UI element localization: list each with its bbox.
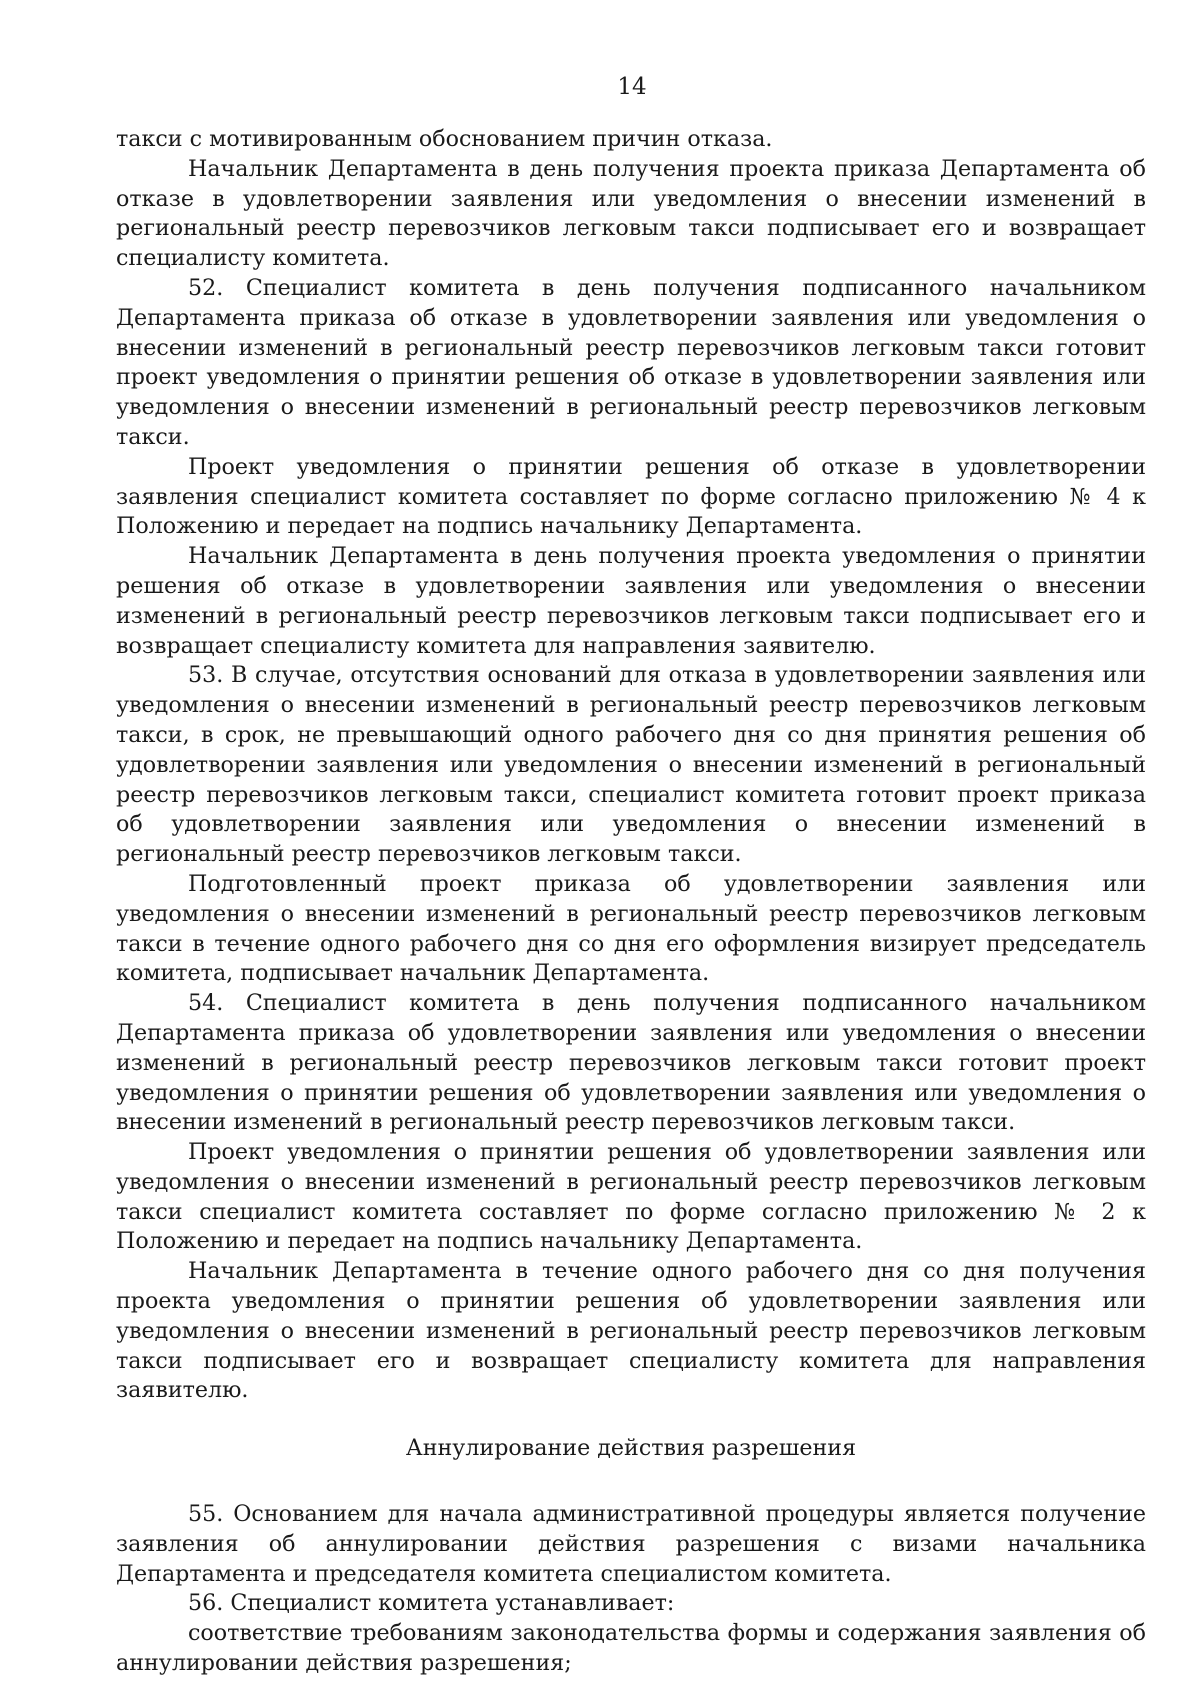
paragraph: Проект уведомления о принятии решения об отказе в удовлетворении заявления специалист комитета составляет по форме согласно приложению № 4 к Положению и передает на подпись начальнику Департамента.	[116, 453, 1146, 540]
paragraph: Проект уведомления о принятии решения об удовлетворении заявления или уведомления о внесении изменений в региональный реестр перевозчиков легковым такси специалист комитета составляет по форме согласно приложению № 2 к Положению и передает на подпись начальнику Департамента.	[116, 1139, 1146, 1255]
paragraph-item-56: 56. Специалист комитета устанавливает:	[188, 1590, 675, 1617]
paragraph-item-55: 55. Основанием для начала административной процедуры является получение заявления об аннулировании действия разрешения с визами начальника Департамента и председателя комитета специалистом комитета.	[116, 1501, 1146, 1587]
page-number: 14	[617, 74, 647, 100]
paragraph: соответствие требованиям законодательства формы и содержания заявления об аннулировании действия разрешения;	[116, 1620, 1146, 1677]
paragraph-continuation: такси с мотивированным обоснованием причин отказа.	[116, 126, 773, 152]
paragraph-item-54: 54. Специалист комитета в день получения подписанного начальником Департамента приказа об удовлетворении заявления или уведомления о внесении изменений в региональный реестр перевозчиков легковым такси готовит проект уведомления о принятии решения об удовлетворении заявления или уведомления о внесении изменений в региональный реестр перевозчиков легковым такси.	[116, 990, 1146, 1136]
paragraph: Начальник Департамента в течение одного рабочего дня со дня получения проекта уведомления о принятии решения об удовлетворении заявления или уведомления о внесении изменений в региональный реестр перевозчиков легковым такси подписывает его и возвращает специалисту комитета для направления заявителю.	[116, 1258, 1146, 1404]
section-heading: Аннулирование действия разрешения	[405, 1435, 857, 1462]
paragraph: Начальник Департамента в день получения проекта уведомления о принятии решения об отказе в удовлетворении заявления или уведомления о внесении изменений в региональный реестр перевозчиков легковым такси подписывает его и возвращает специалисту комитета для направления заявителю.	[116, 543, 1146, 659]
paragraph-item-52: 52. Специалист комитета в день получения подписанного начальником Департамента приказа об отказе в удовлетворении заявления или уведомления о внесении изменений в региональный реестр перевозчиков легковым такси готовит проект уведомления о принятии решения об отказе в удовлетворении заявления или уведомления о внесении изменений в региональный реестр перевозчиков легковым такси.	[116, 274, 1146, 450]
paragraph: Начальник Департамента в день получения проекта приказа Департамента об отказе в удовлетворении заявления или уведомления о внесении изменений в региональный реестр перевозчиков легковым такси подписывает его и возвращает специалисту комитета.	[116, 155, 1146, 272]
paragraph-item-53: 53. В случае, отсутствия оснований для отказа в удовлетворении заявления или уведомления о внесении изменений в региональный реестр перевозчиков легковым такси, в срок, не превышающий одного рабочего дня со дня принятия решения об удовлетворении заявления или уведомления о внесении изменений в региональный реестр перевозчиков легковым такси, специалист комитета готовит проект приказа об удовлетворении заявления или уведомления о внесении изменений в региональный реестр перевозчиков легковым такси.	[116, 662, 1146, 868]
document-body	[116, 125, 1146, 1679]
paragraph: Подготовленный проект приказа об удовлетворении заявления или уведомления о внесении изменений в региональный реестр перевозчиков легковым такси в течение одного рабочего дня со дня его оформления визирует председатель комитета, подписывает начальник Департамента.	[116, 870, 1146, 987]
